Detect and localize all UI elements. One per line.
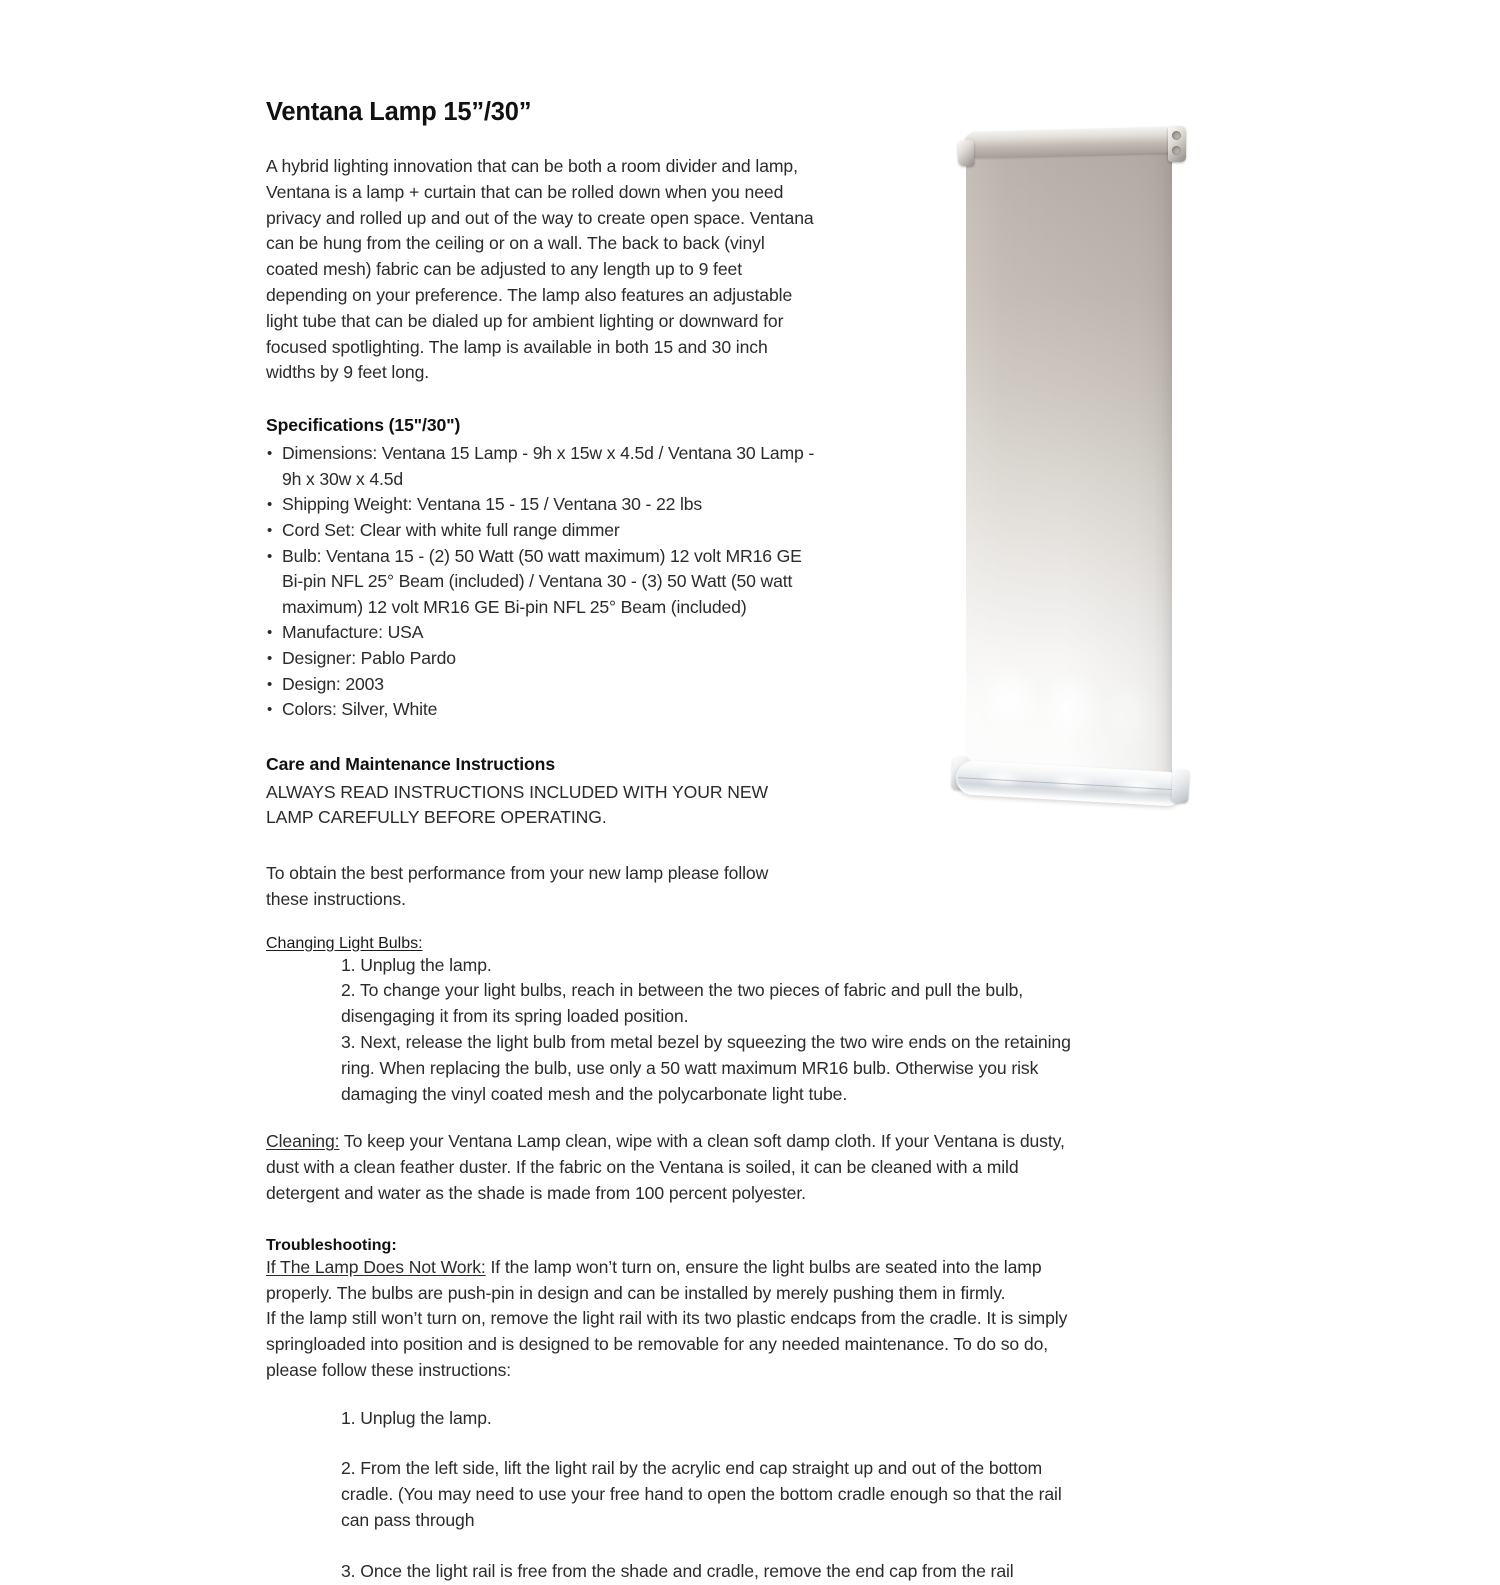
- lamp-glow-spot: [1104, 680, 1158, 750]
- changing-bulbs-steps: [266, 953, 1078, 1108]
- lamp-left-endcap: [958, 140, 975, 166]
- light-rail-paragraph: If the lamp still won’t turn on, remove the light rail with its two plastic endcaps from the cradle. It is simply springloaded into position and is designed to be removable for any needed maintenance. To do so do, please follow these instructions:: [266, 1308, 1068, 1380]
- troubleshooting-section: [266, 1237, 1086, 1585]
- list-item: 1. Unplug the lamp.: [341, 954, 492, 975]
- list-item: • Bulb: Ventana 15 - (2) 50 Watt (50 watt maximum) 12 volt MR16 GE Bi-pin NFL 25° Beam (included) / Ventana 30 - (3) 50 Watt (50 watt maximum) 12 volt MR16 GE Bi-pin NFL 25° Beam (included): [266, 544, 826, 621]
- lamp-illustration: [940, 124, 1200, 824]
- specifications-heading: Specifications (15"/30"): [266, 415, 461, 436]
- list-item: 3. Next, release the light bulb from metal bezel by squeezing the two wire ends on the retaining ring. When replacing the bulb, use only a 50 watt maximum MR16 bulb. Otherwise you risk damaging the vinyl coated mesh and the polycarbonate light tube.: [341, 1031, 1071, 1104]
- product-image-ventana-lamp: [940, 124, 1200, 824]
- changing-bulbs-heading: [266, 935, 1086, 953]
- list-item: • Colors: Silver, White: [266, 697, 826, 723]
- care-heading: Care and Maintenance Instructions: [266, 753, 556, 774]
- list-item: 2. To change your light bulbs, reach in between the two pieces of fabric and pull the bulb, disengaging it from its spring loaded position.: [341, 980, 1024, 1027]
- care-intro: To obtain the best performance from your new lamp please follow these instructions.: [266, 862, 769, 909]
- lamp-bulb-glow: [1052, 772, 1093, 790]
- specifications-list: [266, 441, 826, 723]
- list-item: 1. Unplug the lamp.: [341, 1407, 492, 1428]
- product-description: A hybrid lighting innovation that can be both a room divider and lamp, Ventana is a lamp + curtain that can be rolled down when you need privacy and rolled up and out of the way to create open space. Ventana can be hung from the ceiling or on a wall. The back to back (vinyl coated mesh) fabric can be adjusted to any length up to 9 feet depending on your preference. The lamp also features an adjustable light tube that can be dialed up for ambient lighting or downward for focused spotlighting. The lamp is available in both 15 and 30 inch widths by 9 feet long.: [266, 156, 814, 383]
- list-item: • Designer: Pablo Pardo: [266, 646, 826, 672]
- troubleshooting-heading: Troubleshooting:: [266, 1236, 397, 1254]
- list-item: • Dimensions: Ventana 15 Lamp - 9h x 15w x 4.5d / Ventana 30 Lamp - 9h x 30w x 4.5d: [266, 441, 826, 492]
- troubleshooting-steps: [266, 1406, 1078, 1585]
- lamp-right-mounting-bracket: [1168, 126, 1186, 162]
- list-item: • Manufacture: USA: [266, 620, 826, 646]
- lamp-not-work-label: If The Lamp Does Not Work:: [266, 1256, 486, 1277]
- lamp-glow-spot: [980, 664, 1038, 736]
- cleaning-paragraph: [266, 1129, 1078, 1206]
- lamp-bulb-glow: [982, 768, 1023, 786]
- page-title: Ventana Lamp 15”/30”: [266, 98, 532, 126]
- changing-bulbs-label: Changing Light Bulbs:: [266, 934, 423, 952]
- cleaning-label: Cleaning:: [266, 1131, 340, 1152]
- lamp-not-work-text: If the lamp won’t turn on, ensure the light bulbs are seated into the lamp properly. The bulbs are push-pin in design and can be installed by merely pushing them in firmly.: [266, 1256, 1042, 1303]
- cleaning-text: To keep your Ventana Lamp clean, wipe with a clean soft damp cloth. If your Ventana is dusty, dust with a clean feather duster. If the fabric on the Ventana is soiled, it can be cleaned with a mild detergent and water as the shade is made from 100 percent polyester.: [266, 1131, 1065, 1203]
- list-item: 3. Once the light rail is free from the shade and cradle, remove the end cap from the rail: [341, 1560, 1014, 1581]
- list-item: • Design: 2003: [266, 672, 826, 698]
- lamp-not-work-paragraph: [266, 1255, 1078, 1307]
- list-item: • Cord Set: Clear with white full range dimmer: [266, 518, 826, 544]
- lamp-glow-spot: [1044, 672, 1102, 744]
- care-warning: ALWAYS READ INSTRUCTIONS INCLUDED WITH YOUR NEW LAMP CAREFULLY BEFORE OPERATING.: [266, 781, 768, 828]
- lamp-bulb-glow: [1117, 776, 1158, 794]
- lamp-bottom-right-endcap: [1171, 769, 1190, 804]
- list-item: 2. From the left side, lift the light rail by the acrylic end cap straight up and out of the bottom cradle. (You may need to use your free hand to open the bottom cradle enough so that the rail can pass through: [341, 1458, 1062, 1531]
- list-item: • Shipping Weight: Ventana 15 - 15 / Ventana 30 - 22 lbs: [266, 492, 826, 518]
